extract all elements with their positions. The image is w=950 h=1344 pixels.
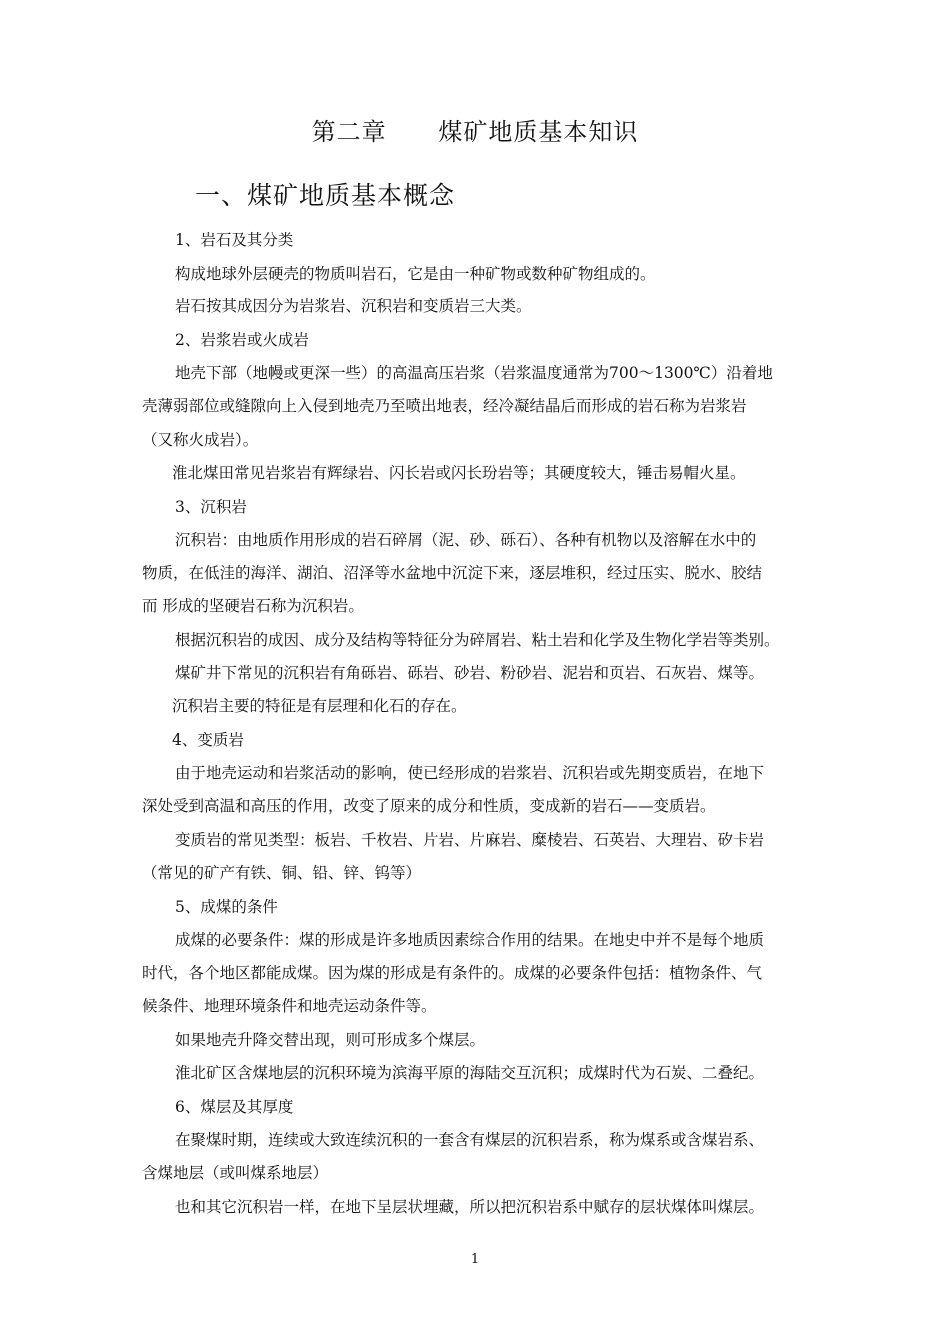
section-title: 一、煤矿地质基本概念: [195, 181, 456, 210]
paragraph-line: 煤矿井下常见的沉积岩有角砾岩、砾岩、砂岩、粉砂岩、泥岩和页岩、石灰岩、煤等。: [175, 664, 765, 682]
paragraph-line: 岩石按其成因分为岩浆岩、沉积岩和变质岩三大类。: [175, 297, 532, 315]
paragraph-line: 壳薄弱部位或缝隙向上入侵到地壳乃至喷出地表，经冷凝结晶后而形成的岩石称为岩浆岩: [142, 397, 747, 415]
paragraph-line: 沉积岩主要的特征是有层理和化石的存在。: [172, 697, 467, 715]
paragraph-line: 而 形成的坚硬岩石称为沉积岩。: [142, 597, 364, 615]
paragraph-line: 如果地壳升降交替出现，则可形成多个煤层。: [175, 1031, 486, 1049]
paragraph-line: 物质，在低洼的海洋、湖泊、沼泽等水盆地中沉淀下来，逐层堆积，经过压实、脱水、胶结: [142, 564, 763, 582]
paragraph-line: 沉积岩：由地质作用形成的岩石碎屑（泥、砂、砾石）、各种有机物以及溶解在水中的: [175, 531, 757, 549]
paragraph-line: （常见的矿产有铁、铜、铅、锌、钨等）: [142, 864, 422, 882]
page-number: 1: [470, 1252, 480, 1267]
paragraph-line: 成煤的必要条件：煤的形成是许多地质因素综合作用的结果。在地史中并不是每个地质: [175, 931, 765, 949]
subheading-igneous-rock: 2、岩浆岩或火成岩: [175, 331, 309, 349]
paragraph-line: 地壳下部（地幔或更深一些）的高温高压岩浆（岩浆温度通常为700～1300℃）沿着地: [175, 364, 773, 382]
paragraph-line: 根据沉积岩的成因、成分及结构等特征分为碎屑岩、粘土岩和化学及生物化学岩等类别。: [175, 631, 780, 649]
paragraph-line: 淮北矿区含煤地层的沉积环境为滨海平原的海陆交互沉积；成煤时代为石炭、二叠纪。: [175, 1064, 765, 1082]
subheading-sedimentary-rock: 3、沉积岩: [175, 498, 247, 516]
paragraph-line: 在聚煤时期，连续或大致连续沉积的一套含有煤层的沉积岩系，称为煤系或含煤岩系、: [175, 1131, 765, 1149]
paragraph-line: 候条件、地理环境条件和地壳运动条件等。: [142, 997, 437, 1015]
paragraph-line: 也和其它沉积岩一样，在地下呈层状埋藏，所以把沉积岩系中赋存的层状煤体叫煤层。: [175, 1198, 765, 1216]
paragraph-line: 淮北煤田常见岩浆岩有辉绿岩、闪长岩或闪长玢岩等；其硬度较大，锤击易帽火星。: [172, 464, 746, 482]
paragraph-line: 变质岩的常见类型：板岩、千枚岩、片岩、片麻岩、糜棱岩、石英岩、大理岩、矽卡岩: [175, 831, 765, 849]
paragraph-line: 深处受到高温和高压的作用，改变了原来的成分和性质，变成新的岩石——变质岩。: [142, 797, 716, 815]
subheading-coal-seam: 6、煤层及其厚度: [175, 1098, 294, 1116]
paragraph-line: 含煤地层（或叫煤系地层）: [142, 1164, 329, 1182]
paragraph-line: 由于地壳运动和岩浆活动的影响，使已经形成的岩浆岩、沉积岩或先期变质岩，在地下: [175, 764, 765, 782]
subheading-coal-formation: 5、成煤的条件: [175, 898, 278, 916]
paragraph-line: 构成地球外层硬壳的物质叫岩石，它是由一种矿物或数种矿物组成的。: [175, 265, 656, 283]
paragraph-line: （又称火成岩）。: [142, 431, 259, 449]
chapter-title: 第二章 煤矿地质基本知识: [311, 118, 639, 146]
subheading-metamorphic-rock: 4、变质岩: [172, 731, 244, 749]
subheading-rock-classification: 1、岩石及其分类: [175, 231, 294, 249]
paragraph-line: 时代，各个地区都能成煤。因为煤的形成是有条件的。成煤的必要条件包括：植物条件、气: [142, 964, 763, 982]
